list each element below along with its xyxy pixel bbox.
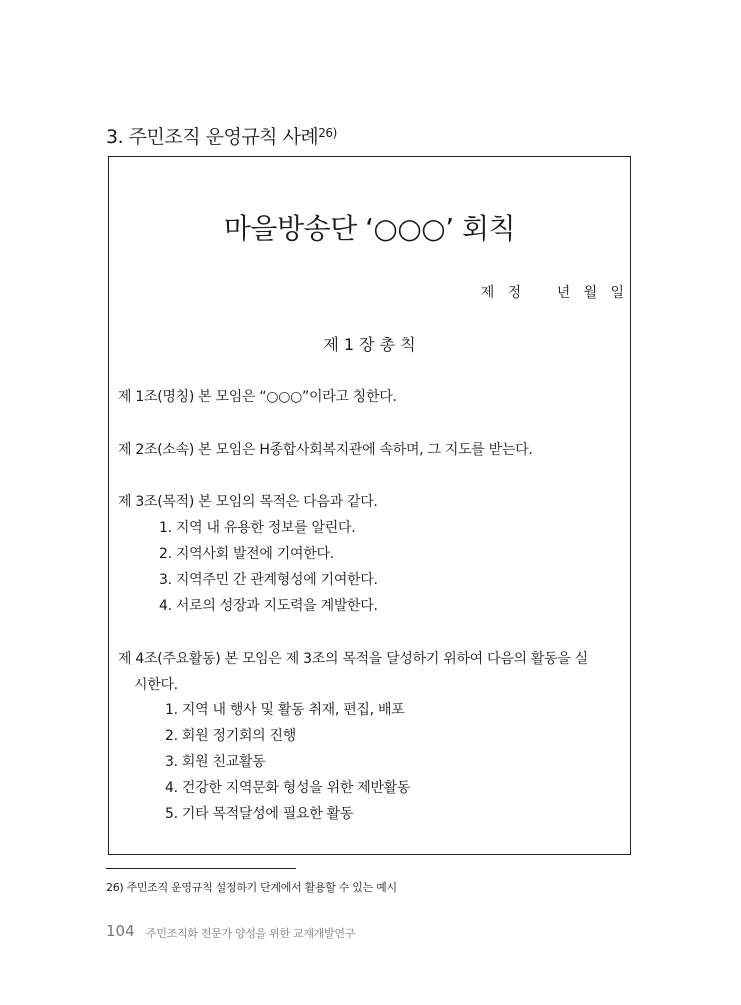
article-4-item: 1. 지역 내 행사 및 활동 취재, 편집, 배포 xyxy=(165,702,405,718)
article-4-item: 5. 기타 목적달성에 필요한 활동 xyxy=(165,806,354,822)
article-4-item: 2. 회원 정기회의 진행 xyxy=(165,728,296,744)
running-title: 주민조직화 전문가 양성을 위한 교재개발연구 xyxy=(146,927,355,940)
section-heading-text: 3. 주민조직 운영규칙 사례 xyxy=(106,126,319,148)
page-number: 104 xyxy=(106,922,135,940)
bylaws-document-box xyxy=(108,156,631,855)
article-3-item: 2. 지역사회 발전에 기여한다. xyxy=(159,546,334,562)
article-3-item: 1. 지역 내 유용한 정보를 알린다. xyxy=(159,520,356,536)
article-4-item: 3. 회원 친교활동 xyxy=(165,754,266,770)
article-4-continuation: 시한다. xyxy=(134,677,178,693)
article-2: 제 2조(소속) 본 모임은 H종합사회복지관에 속하며, 그 지도를 받는다. xyxy=(118,442,533,458)
document-title: 마을방송단 ‘○○○’ 회칙 xyxy=(223,212,516,245)
article-4-item: 4. 건강한 지역문화 형성을 위한 제반활동 xyxy=(165,780,411,796)
article-3-item: 3. 지역주민 간 관계형성에 기여한다. xyxy=(159,572,378,588)
footnote-divider xyxy=(106,868,296,869)
section-heading xyxy=(106,122,337,149)
chapter-heading: 제 1 장 총 칙 xyxy=(323,335,416,354)
article-1: 제 1조(명칭) 본 모임은 “○○○”이라고 칭한다. xyxy=(118,389,397,405)
article-3: 제 3조(목적) 본 모임의 목적은 다음과 같다. xyxy=(118,494,378,510)
footnote: 26) 주민조직 운영규칙 설정하기 단계에서 활용할 수 있는 예시 xyxy=(106,881,397,894)
article-4: 제 4조(주요활동) 본 모임은 제 3조의 목적을 달성하기 위하여 다음의 활동을 실 xyxy=(118,651,588,667)
article-3-item: 4. 서로의 성장과 지도력을 계발한다. xyxy=(159,598,378,614)
enactment-date-line: 제 정 년 월 일 xyxy=(480,285,624,301)
footnote-reference: 26) xyxy=(318,126,337,140)
